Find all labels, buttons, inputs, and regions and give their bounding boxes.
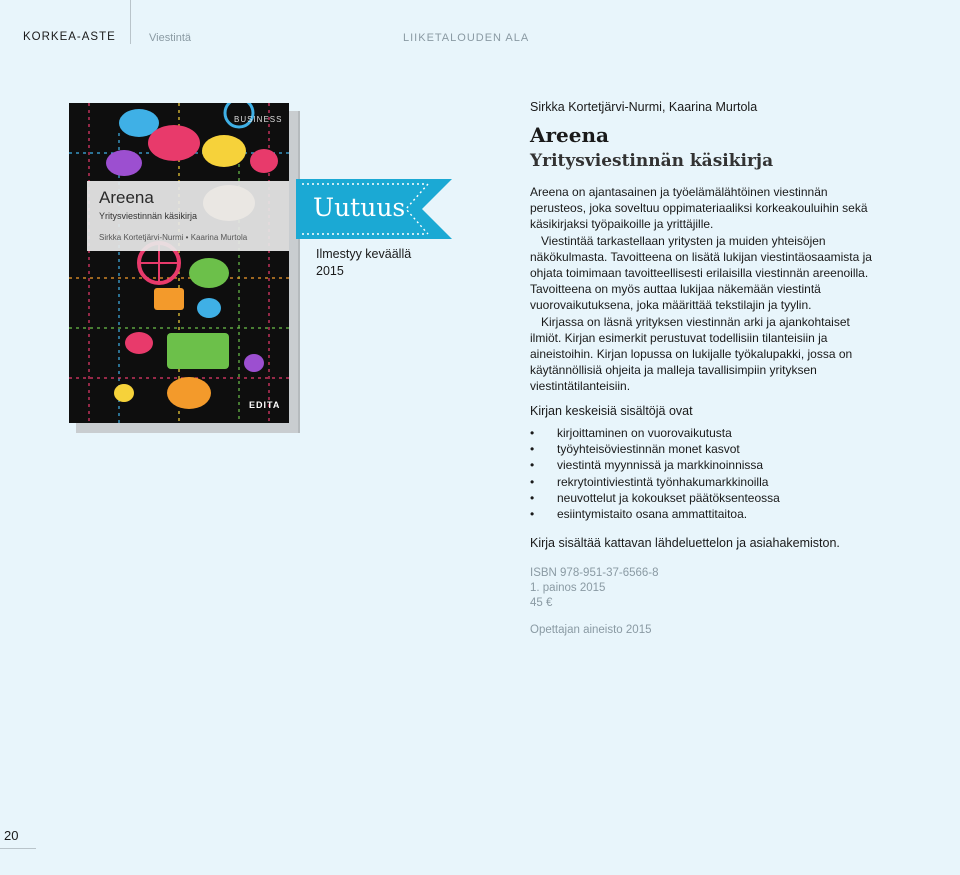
edition: 1. painos 2015 <box>530 582 606 594</box>
list-item: • neuvottelut ja kokoukset päätöksenteossa <box>530 490 780 506</box>
book-title: Areena <box>530 123 610 147</box>
new-release-label: Uutuus <box>313 193 406 222</box>
header-divider <box>130 0 131 44</box>
book-cover <box>69 103 299 433</box>
release-info: Ilmestyy keväällä 2015 <box>316 247 412 278</box>
publisher-logo: EDITA <box>249 400 281 410</box>
field-label: LIIKETALOUDEN ALA <box>403 32 530 44</box>
page-number-rule <box>0 848 36 849</box>
list-item: • työyhteisöviestinnän monet kasvot <box>530 441 780 457</box>
description-paragraph: Viestintää tarkastellaan yritysten ja muiden yhteisöjen näkökulmasta. Tavoitteena on lisätä lukijan viestintäosaamista ja ohjata toimimaan tavoitteellisesti erilaisilla viestinnän areenoilla. Tavoitteena on myös auttaa lukijaa näkemään viestintä vuorovaikutuksena, joka määrittää tekstilajin ja tyylin. <box>530 233 872 313</box>
book-authors: Sirkka Kortetjärvi-Nurmi, Kaarina Murtola <box>530 100 758 114</box>
isbn: ISBN 978-951-37-6566-8 <box>530 567 659 579</box>
list-item: • rekrytointiviestintä työnhakumarkkinoilla <box>530 474 780 490</box>
book-description <box>530 184 875 395</box>
book-subtitle: Yritysviestinnän käsikirja <box>530 151 774 171</box>
list-item: • esiintymistaito osana ammattitaitoa. <box>530 506 780 522</box>
book-meta <box>530 566 659 611</box>
cover-authors: Sirkka Kortetjärvi-Nurmi • Kaarina Murtola <box>99 233 248 242</box>
contents-list <box>530 425 780 522</box>
cover-series: BUSINESS <box>234 115 283 124</box>
list-item: • viestintä myynnissä ja markkinoinnissa <box>530 457 780 473</box>
subject-label: Viestintä <box>149 32 191 44</box>
book-cover-front <box>69 103 289 423</box>
cover-title-band <box>87 181 289 251</box>
description-paragraph: Kirjassa on läsnä yrityksen viestinnän arki ja ajankohtaiset ilmiöt. Kirjan esimerkit perustuvat todellisiin tilanteisiin ja aineistoihin. Kirjan lopussa on lukijalle työkalupakki, jossa on käytännöllisiä ohjeita ja malleja tavallisimpiin yrityksen viestintätilanteisiin. <box>530 314 853 394</box>
page-number: 20 <box>4 828 19 843</box>
price: 45 € <box>530 597 553 609</box>
list-item: • kirjoittaminen on vuorovaikutusta <box>530 425 780 441</box>
description-paragraph: Areena on ajantasainen ja työelämälähtöinen viestinnän perusteos, joka soveltuu oppimateriaaliksi korkeakouluihin sekä käsikirjaksi työpaikoille ja yrittäjille. <box>530 185 868 232</box>
cover-title: Areena <box>99 188 154 207</box>
teacher-material: Opettajan aineisto 2015 <box>530 624 652 636</box>
education-level: KORKEA-ASTE <box>23 31 116 43</box>
contents-heading: Kirjan keskeisiä sisältöjä ovat <box>530 404 693 418</box>
book-extras: Kirja sisältää kattavan lähdeluettelon ja asiahakemiston. <box>530 536 840 550</box>
cover-subtitle: Yritysviestinnän käsikirja <box>99 211 198 221</box>
page-header <box>0 0 960 60</box>
cover-illustration <box>69 103 289 423</box>
